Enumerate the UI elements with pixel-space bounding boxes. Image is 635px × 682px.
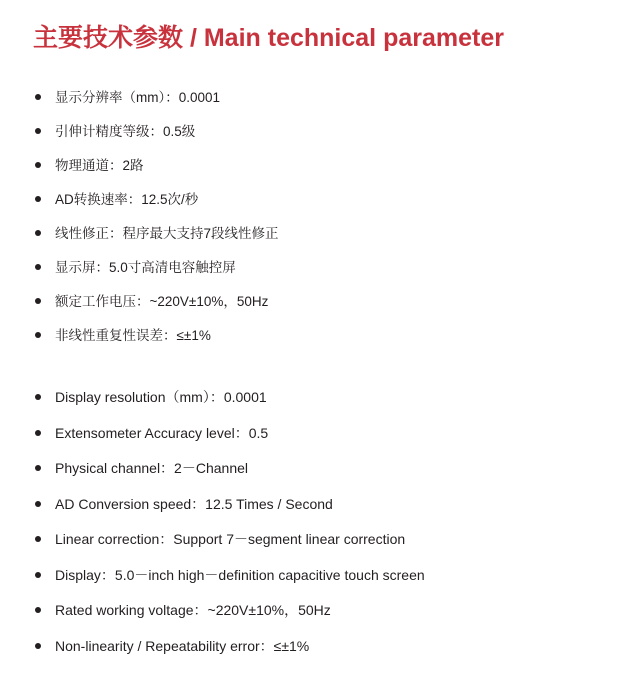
bullet-icon: [35, 394, 41, 400]
bullet-icon: [35, 501, 41, 507]
spec-list-chinese: [33, 88, 279, 360]
page-title-en: Main technical parameter: [203, 24, 504, 52]
spec-text: Extensometer Accuracy level：0.5: [55, 424, 269, 441]
bullet-icon: [35, 332, 41, 338]
spec-text: Non-linearity / Repeatability error：≤±1%: [55, 637, 310, 654]
list-item: [33, 122, 279, 141]
bullet-icon: [35, 572, 41, 578]
spec-text: Display：5.0－inch high－definition capacitive touch screen: [55, 566, 425, 583]
spec-text: AD转换速率：12.5次/秒: [55, 192, 199, 207]
spec-text: 线性修正：程序最大支持7段线性修正: [55, 226, 279, 241]
spec-text: 物理通道：2路: [55, 158, 144, 173]
list-item: [33, 258, 279, 277]
spec-text: Linear correction：Support 7－segment linear correction: [55, 531, 406, 547]
list-item: [33, 190, 279, 209]
spec-text: 显示分辨率（mm）：0.0001: [55, 90, 221, 105]
bullet-icon: [35, 128, 41, 134]
list-item: [33, 292, 279, 311]
bullet-icon: [35, 536, 41, 542]
list-item: [33, 637, 425, 656]
spec-text: 非线性重复性误差：≤±1%: [55, 328, 211, 343]
bullet-icon: [35, 643, 41, 649]
list-item: [33, 156, 279, 175]
spec-text: Physical channel：2－Channel: [55, 460, 248, 476]
spec-text: 显示屏：5.0寸高清电容触控屏: [55, 260, 236, 275]
spec-text: 引伸计精度等级：0.5级: [55, 124, 196, 139]
bullet-icon: [35, 298, 41, 304]
bullet-icon: [35, 162, 41, 168]
list-item: [33, 388, 425, 407]
spec-text: Rated working voltage：~220V±10%，50Hz: [55, 602, 331, 618]
spec-text: AD Conversion speed：12.5 Times / Second: [55, 495, 333, 512]
page-title-cn: 主要技术参数: [33, 24, 184, 52]
list-item: [33, 224, 279, 243]
bullet-icon: [35, 196, 41, 202]
bullet-icon: [35, 430, 41, 436]
page-title: [33, 18, 504, 54]
bullet-icon: [35, 607, 41, 613]
list-item: [33, 459, 425, 478]
list-item: [33, 601, 425, 620]
list-item: [33, 530, 425, 549]
spec-list-english: [33, 388, 425, 672]
list-item: [33, 495, 425, 514]
list-item: [33, 88, 279, 107]
page-title-separator: /: [183, 24, 204, 52]
list-item: [33, 326, 279, 345]
list-item: [33, 566, 425, 585]
bullet-icon: [35, 230, 41, 236]
bullet-icon: [35, 264, 41, 270]
spec-text: Display resolution（mm）：0.0001: [55, 389, 267, 405]
list-item: [33, 424, 425, 443]
bullet-icon: [35, 465, 41, 471]
bullet-icon: [35, 94, 41, 100]
spec-text: 额定工作电压：~220V±10%，50Hz: [55, 294, 269, 309]
